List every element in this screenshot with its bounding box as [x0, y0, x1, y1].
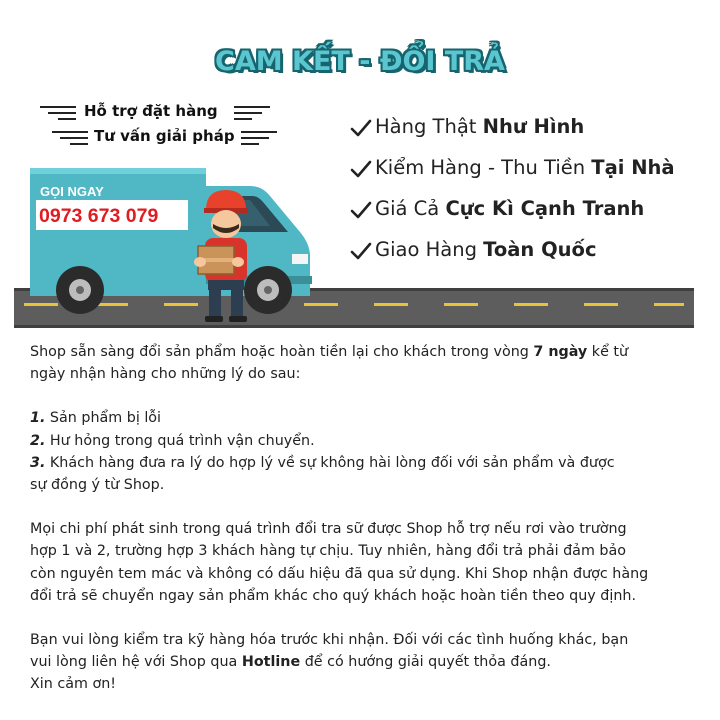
policy-costs-line: còn nguyên tem mác và không có dấu hiệu đã qua sử dụng. Khi Shop nhận được hàng [30, 565, 649, 582]
truck-headlight [292, 254, 308, 264]
support-order-label: Hỗ trợ đặt hàng [84, 102, 218, 120]
policy-reason-item: 1. Sản phẩm bị lỗi [30, 410, 162, 427]
support-advice-label: Tư vấn giải pháp [94, 127, 235, 145]
truck-wheel [56, 266, 104, 314]
phone-number[interactable]: 0973 673 079 [39, 205, 159, 227]
policy-intro-line2: ngày nhận hàng cho những lý do sau: [30, 366, 301, 383]
policy-thanks: Xin cảm ơn! [30, 676, 117, 693]
page-title: CAM KẾT - ĐỔI TRẢ [215, 46, 505, 77]
hotline-link[interactable]: Hotline [241, 654, 301, 671]
checkmark-icon [350, 117, 372, 139]
policy-reason-item: 3. Khách hàng đưa ra lý do hợp lý về sự không hài lòng đối với sản phẩm và được [30, 454, 615, 471]
checkmark-icon [350, 240, 372, 262]
checkmark-icon [350, 199, 372, 221]
policy-costs-line: đổi trả sẽ chuyển ngay sản phẩm khác cho quý khách hoặc hoàn tiền theo quy định. [30, 587, 637, 604]
policy-intro: Shop sẵn sàng đổi sản phẩm hoặc hoàn tiền lại cho khách trong vòng 7 ngày kể từ [30, 344, 629, 360]
call-now-label: GỌI NGAY [40, 184, 104, 199]
policy-costs-line: hợp 1 và 2, trường hợp 3 khách hàng tự chịu. Tuy nhiên, hàng đổi trả phải đảm bảo [30, 543, 626, 560]
policy-reason-item-cont: sự đồng ý từ Shop. [30, 477, 165, 494]
policy-closing-line: vui lòng liên hệ với Shop qua Hotline để có hướng giải quyết thỏa đáng. [30, 654, 551, 671]
policy-reason-item: 2. Hư hỏng trong quá trình vận chuyển. [30, 432, 315, 449]
policy-closing-line: Bạn vui lòng kiểm tra kỹ hàng hóa trước khi nhận. Đối với các tình huống khác, bạn [30, 632, 629, 649]
policy-costs-line: Mọi chi phí phát sinh trong quá trình đổi tra sữ được Shop hỗ trợ nếu rơi vào trường [30, 521, 627, 538]
truck-wheel [244, 266, 292, 314]
policy-text [30, 341, 690, 696]
checkmark-icon [350, 158, 372, 180]
